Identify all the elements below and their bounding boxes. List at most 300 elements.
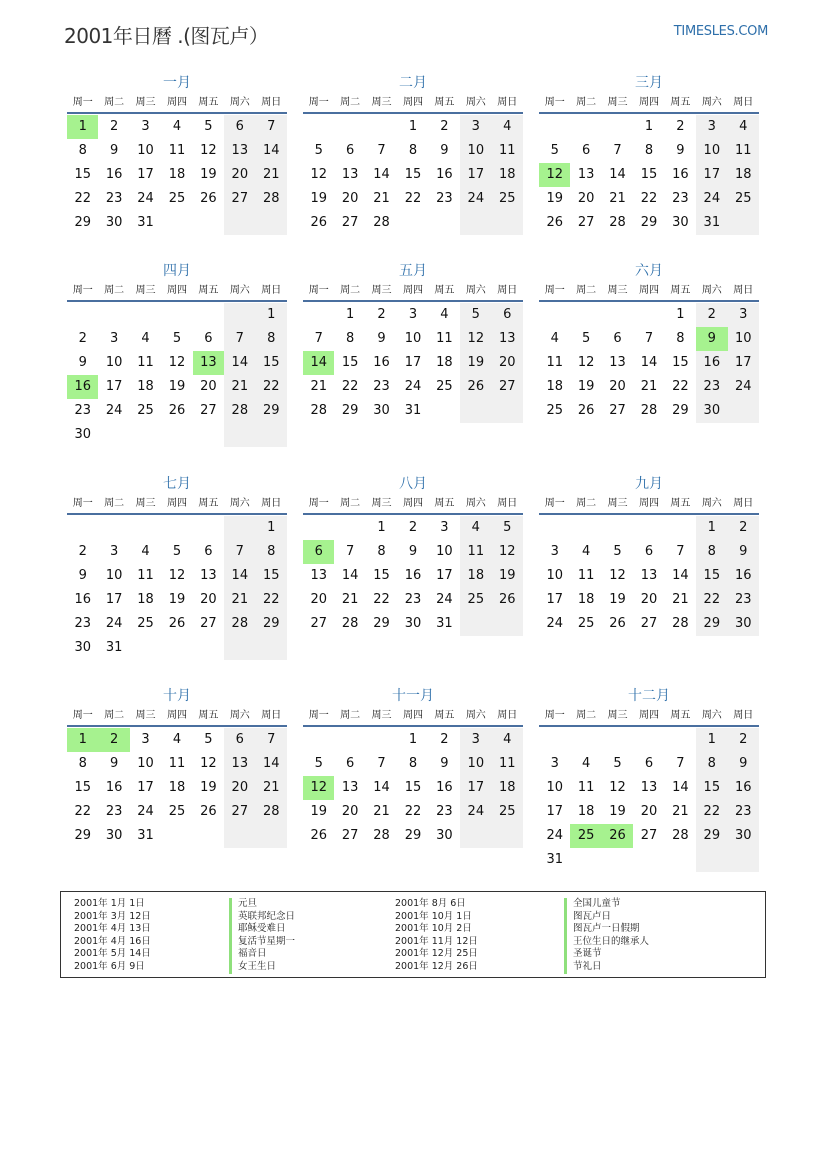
day-cell: 14 <box>640 355 658 370</box>
day-cell: 26 <box>577 403 595 418</box>
day-cell: 22 <box>640 191 658 206</box>
holiday-date: 2001年 12月 25日 <box>395 948 478 960</box>
day-cell: 7 <box>613 143 622 158</box>
day-cell: 20 <box>492 351 523 375</box>
day-cell: 3 <box>141 732 150 747</box>
day-cell: 3 <box>440 520 449 535</box>
holiday-day-cell: 6 <box>303 540 334 564</box>
empty-cell <box>130 423 161 447</box>
day-cell: 19 <box>577 379 595 394</box>
weekday-label: 周日 <box>261 498 282 509</box>
holiday-date: 2001年 6月 9日 <box>74 960 145 972</box>
weekday-label: 周五 <box>434 498 455 509</box>
weekday-label: 周一 <box>544 285 565 296</box>
day-cell: 19 <box>168 379 186 394</box>
weekday-label: 周五 <box>434 97 455 108</box>
day-cell: 3 <box>550 544 559 559</box>
empty-cell <box>492 824 523 848</box>
day-cell: 14 <box>224 564 255 588</box>
day-cell: 2 <box>78 544 87 559</box>
day-cell: 23 <box>728 588 759 612</box>
month-name: 七月 <box>163 476 191 492</box>
empty-cell <box>224 516 255 540</box>
day-cell: 10 <box>137 143 154 158</box>
month-block <box>67 72 287 235</box>
empty-cell <box>161 303 192 327</box>
day-cell: 24 <box>546 616 563 631</box>
day-cell: 18 <box>436 355 453 370</box>
month-name: 一月 <box>163 75 191 91</box>
day-cell: 27 <box>224 800 255 824</box>
holiday-name: 英联邦纪念日 <box>229 911 295 924</box>
day-cell: 28 <box>256 187 287 211</box>
day-cell: 10 <box>546 568 563 583</box>
empty-cell <box>67 303 98 327</box>
day-cell: 29 <box>256 399 287 423</box>
empty-cell <box>67 516 98 540</box>
day-cell: 29 <box>404 828 422 843</box>
empty-cell <box>334 728 365 752</box>
day-cell: 20 <box>200 379 217 394</box>
day-cell: 28 <box>224 399 255 423</box>
day-grid <box>539 303 759 423</box>
weekday-header <box>303 282 523 302</box>
holiday-day-cell: 14 <box>303 351 334 375</box>
empty-cell <box>602 516 633 540</box>
day-cell: 24 <box>546 828 563 843</box>
day-cell: 10 <box>105 568 123 583</box>
empty-cell <box>193 423 224 447</box>
day-cell: 2 <box>377 307 386 322</box>
day-cell: 15 <box>696 564 727 588</box>
day-cell: 1 <box>644 119 654 134</box>
day-cell: 16 <box>696 351 727 375</box>
day-cell: 6 <box>224 728 255 752</box>
day-cell: 4 <box>141 331 150 346</box>
weekday-label: 周二 <box>340 285 361 296</box>
day-cell: 16 <box>672 167 689 182</box>
holiday-name: 全国儿童节 <box>564 898 649 911</box>
weekday-header <box>539 94 759 114</box>
day-cell: 28 <box>373 215 390 230</box>
day-cell: 22 <box>256 588 287 612</box>
day-cell: 5 <box>314 143 323 158</box>
empty-cell <box>728 399 759 423</box>
day-cell: 29 <box>640 215 658 230</box>
weekday-label: 周三 <box>607 710 628 721</box>
day-cell: 5 <box>613 544 622 559</box>
day-cell: 25 <box>546 403 563 418</box>
day-cell: 24 <box>460 800 491 824</box>
weekday-label: 周四 <box>402 97 423 108</box>
day-cell: 20 <box>609 379 626 394</box>
weekday-label: 周六 <box>229 97 250 108</box>
day-cell: 14 <box>341 568 359 583</box>
day-cell: 15 <box>341 355 359 370</box>
weekday-label: 周二 <box>576 710 597 721</box>
holiday-name: 王位生日的继承人 <box>564 936 649 949</box>
day-cell: 1 <box>345 307 355 322</box>
day-cell: 13 <box>224 139 255 163</box>
day-cell: 18 <box>168 167 186 182</box>
day-cell: 28 <box>609 215 626 230</box>
day-cell: 9 <box>109 756 119 771</box>
day-cell: 12 <box>200 143 217 158</box>
weekday-label: 周二 <box>104 498 125 509</box>
day-cell: 26 <box>168 403 186 418</box>
day-grid <box>67 303 287 447</box>
day-cell: 30 <box>74 427 91 442</box>
day-cell: 16 <box>74 592 91 607</box>
weekday-label: 周日 <box>497 285 518 296</box>
empty-cell <box>193 211 224 235</box>
day-cell: 8 <box>256 327 287 351</box>
day-cell: 9 <box>728 752 759 776</box>
day-cell: 27 <box>200 616 217 631</box>
weekday-header <box>67 282 287 302</box>
day-cell: 5 <box>550 143 559 158</box>
weekday-label: 周日 <box>261 710 282 721</box>
day-cell: 11 <box>546 355 563 370</box>
day-cell: 10 <box>546 780 563 795</box>
weekday-label: 周二 <box>104 710 125 721</box>
weekday-label: 周四 <box>402 710 423 721</box>
day-cell: 20 <box>341 191 359 206</box>
day-cell: 29 <box>672 403 689 418</box>
empty-cell <box>161 824 192 848</box>
day-cell: 6 <box>581 143 591 158</box>
empty-cell <box>570 303 601 327</box>
holiday-name: 圣诞节 <box>564 948 649 961</box>
day-cell: 7 <box>345 544 355 559</box>
day-cell: 9 <box>377 331 386 346</box>
day-cell: 18 <box>546 379 563 394</box>
day-cell: 16 <box>728 776 759 800</box>
day-cell: 8 <box>408 143 418 158</box>
month-name: 五月 <box>399 263 427 279</box>
day-cell: 19 <box>546 191 563 206</box>
day-cell: 11 <box>728 139 759 163</box>
month-name: 六月 <box>635 263 663 279</box>
day-cell: 10 <box>404 331 422 346</box>
day-cell: 7 <box>256 728 287 752</box>
day-cell: 21 <box>224 375 255 399</box>
holiday-name: 元旦 <box>229 898 295 911</box>
holiday-date: 2001年 4月 16日 <box>74 935 151 947</box>
day-cell: 5 <box>204 119 213 134</box>
day-cell: 22 <box>696 800 727 824</box>
holiday-date: 2001年 12月 26日 <box>395 960 478 972</box>
empty-cell <box>193 303 224 327</box>
holiday-date: 2001年 8月 6日 <box>395 898 466 909</box>
weekday-label: 周二 <box>340 498 361 509</box>
day-cell: 7 <box>377 756 386 771</box>
month-block <box>303 473 523 636</box>
empty-cell <box>334 115 365 139</box>
day-cell: 21 <box>224 588 255 612</box>
empty-cell <box>602 115 633 139</box>
day-cell: 30 <box>728 824 759 848</box>
day-grid <box>539 115 759 235</box>
day-cell: 19 <box>460 351 491 375</box>
empty-cell <box>539 728 570 752</box>
day-cell: 7 <box>224 327 255 351</box>
day-cell: 17 <box>546 592 563 607</box>
day-cell: 1 <box>408 119 418 134</box>
day-cell: 23 <box>105 804 123 819</box>
day-cell: 29 <box>74 828 91 843</box>
weekday-label: 周四 <box>402 285 423 296</box>
empty-cell <box>130 636 161 660</box>
day-cell: 28 <box>224 612 255 636</box>
day-cell: 26 <box>310 828 327 843</box>
day-cell: 9 <box>676 143 685 158</box>
day-cell: 5 <box>613 756 622 771</box>
day-cell: 21 <box>341 592 359 607</box>
day-grid <box>303 728 523 848</box>
day-cell: 12 <box>168 568 186 583</box>
weekday-label: 周日 <box>497 97 518 108</box>
day-cell: 16 <box>373 355 390 370</box>
day-cell: 9 <box>440 756 449 771</box>
weekday-label: 周五 <box>670 710 691 721</box>
day-cell: 6 <box>204 544 213 559</box>
day-cell: 6 <box>204 331 213 346</box>
day-cell: 28 <box>373 828 390 843</box>
day-cell: 22 <box>672 379 689 394</box>
day-cell: 9 <box>109 143 119 158</box>
empty-cell <box>460 612 491 636</box>
day-cell: 18 <box>168 780 186 795</box>
day-cell: 13 <box>224 752 255 776</box>
day-cell: 11 <box>460 540 491 564</box>
day-cell: 3 <box>728 303 759 327</box>
empty-cell <box>303 516 334 540</box>
day-cell: 12 <box>577 355 595 370</box>
day-cell: 14 <box>373 780 390 795</box>
day-cell: 5 <box>492 516 523 540</box>
day-cell: 11 <box>137 568 154 583</box>
weekday-label: 周六 <box>229 710 250 721</box>
day-cell: 15 <box>256 351 287 375</box>
day-cell: 31 <box>404 403 422 418</box>
day-cell: 10 <box>696 139 727 163</box>
month-block <box>539 72 759 235</box>
day-cell: 13 <box>640 568 658 583</box>
empty-cell <box>161 423 192 447</box>
day-cell: 11 <box>492 139 523 163</box>
day-cell: 2 <box>676 119 685 134</box>
day-cell: 12 <box>200 756 217 771</box>
weekday-label: 周四 <box>166 498 187 509</box>
day-cell: 3 <box>109 331 119 346</box>
weekday-label: 周一 <box>308 710 329 721</box>
weekday-label: 周二 <box>340 97 361 108</box>
weekday-label: 周二 <box>340 710 361 721</box>
holiday-date: 2001年 1月 1日 <box>74 898 145 909</box>
day-cell: 16 <box>105 167 123 182</box>
day-cell: 20 <box>224 163 255 187</box>
holiday-date: 2001年 10月 2日 <box>395 923 472 935</box>
day-cell: 17 <box>728 351 759 375</box>
day-cell: 3 <box>141 119 150 134</box>
day-cell: 8 <box>377 544 386 559</box>
month-name: 四月 <box>163 263 191 279</box>
weekday-label: 周三 <box>607 97 628 108</box>
empty-cell <box>492 399 523 423</box>
empty-cell <box>460 211 491 235</box>
day-cell: 10 <box>105 355 123 370</box>
day-cell: 22 <box>341 379 359 394</box>
day-cell: 12 <box>168 355 186 370</box>
holiday-day-cell: 1 <box>67 115 98 139</box>
day-cell: 24 <box>696 187 727 211</box>
day-cell: 23 <box>436 191 453 206</box>
day-cell: 21 <box>609 191 626 206</box>
day-cell: 21 <box>373 191 390 206</box>
empty-cell <box>460 824 491 848</box>
empty-cell <box>539 115 570 139</box>
day-cell: 15 <box>74 780 91 795</box>
holiday-day-cell: 26 <box>602 824 633 848</box>
empty-cell <box>728 211 759 235</box>
empty-cell <box>633 728 664 752</box>
empty-cell <box>429 211 460 235</box>
day-cell: 18 <box>460 564 491 588</box>
day-cell: 23 <box>404 592 422 607</box>
weekday-label: 周日 <box>261 285 282 296</box>
empty-cell <box>633 303 664 327</box>
weekday-label: 周四 <box>166 710 187 721</box>
weekday-label: 周一 <box>72 97 93 108</box>
day-cell: 19 <box>200 780 217 795</box>
day-cell: 22 <box>404 191 422 206</box>
day-cell: 27 <box>609 403 626 418</box>
day-cell: 30 <box>696 399 727 423</box>
day-grid <box>67 115 287 235</box>
weekday-label: 周三 <box>371 710 392 721</box>
day-cell: 18 <box>492 776 523 800</box>
weekday-label: 周六 <box>229 285 250 296</box>
day-cell: 12 <box>460 327 491 351</box>
day-cell: 29 <box>696 612 727 636</box>
weekday-label: 周一 <box>72 498 93 509</box>
weekday-label: 周五 <box>670 285 691 296</box>
empty-cell <box>224 211 255 235</box>
month-name: 十二月 <box>628 688 670 704</box>
empty-cell <box>303 303 334 327</box>
holiday-day-cell: 12 <box>539 163 570 187</box>
day-cell: 27 <box>492 375 523 399</box>
day-cell: 24 <box>137 191 154 206</box>
day-cell: 8 <box>644 143 654 158</box>
month-name: 二月 <box>399 75 427 91</box>
day-cell: 13 <box>492 327 523 351</box>
day-cell: 4 <box>492 115 523 139</box>
day-cell: 25 <box>168 804 186 819</box>
weekday-label: 周一 <box>72 710 93 721</box>
day-cell: 9 <box>78 355 87 370</box>
weekday-label: 周日 <box>733 97 754 108</box>
weekday-label: 周三 <box>135 97 156 108</box>
day-cell: 29 <box>373 616 390 631</box>
weekday-header <box>539 282 759 302</box>
day-cell: 27 <box>310 616 327 631</box>
day-cell: 14 <box>256 752 287 776</box>
day-cell: 1 <box>696 728 727 752</box>
month-name: 十月 <box>163 688 191 704</box>
empty-cell <box>366 728 397 752</box>
day-cell: 18 <box>577 804 595 819</box>
empty-cell <box>665 848 696 872</box>
weekday-label: 周二 <box>576 285 597 296</box>
weekday-label: 周日 <box>497 710 518 721</box>
month-block <box>539 473 759 636</box>
day-cell: 15 <box>640 167 658 182</box>
day-cell: 23 <box>672 191 689 206</box>
weekday-label: 周日 <box>497 498 518 509</box>
day-cell: 26 <box>546 215 563 230</box>
day-cell: 1 <box>256 303 287 327</box>
holiday-day-cell: 16 <box>67 375 98 399</box>
site-name[interactable]: TIMESLES.COM <box>673 24 768 39</box>
weekday-label: 周六 <box>701 498 722 509</box>
month-block <box>67 685 287 848</box>
day-cell: 30 <box>105 828 123 843</box>
weekday-label: 周二 <box>576 498 597 509</box>
empty-cell <box>193 516 224 540</box>
day-cell: 10 <box>460 752 491 776</box>
holiday-names-left <box>229 898 295 974</box>
day-cell: 7 <box>644 331 654 346</box>
weekday-label: 周五 <box>434 710 455 721</box>
day-cell: 15 <box>696 776 727 800</box>
day-cell: 21 <box>256 776 287 800</box>
day-cell: 4 <box>581 544 591 559</box>
weekday-label: 周日 <box>733 285 754 296</box>
day-cell: 4 <box>492 728 523 752</box>
day-cell: 30 <box>728 612 759 636</box>
month-block <box>303 72 523 235</box>
weekday-label: 周二 <box>104 97 125 108</box>
day-cell: 15 <box>74 167 91 182</box>
day-cell: 16 <box>436 167 453 182</box>
day-cell: 17 <box>546 804 563 819</box>
empty-cell <box>193 824 224 848</box>
day-cell: 16 <box>436 780 453 795</box>
holiday-name: 节礼日 <box>564 961 649 974</box>
weekday-label: 周四 <box>638 498 659 509</box>
day-cell: 1 <box>377 520 386 535</box>
day-cell: 23 <box>105 191 123 206</box>
day-cell: 18 <box>492 163 523 187</box>
day-cell: 28 <box>672 828 689 843</box>
day-cell: 23 <box>74 403 91 418</box>
holiday-name: 耶稣受难日 <box>229 923 295 936</box>
day-cell: 12 <box>310 167 327 182</box>
empty-cell <box>492 612 523 636</box>
day-cell: 5 <box>204 732 213 747</box>
weekday-label: 周三 <box>371 285 392 296</box>
day-grid <box>67 728 287 848</box>
day-cell: 8 <box>696 540 727 564</box>
day-cell: 1 <box>696 516 727 540</box>
day-cell: 21 <box>672 804 689 819</box>
day-cell: 7 <box>377 143 386 158</box>
empty-cell <box>633 848 664 872</box>
weekday-header <box>303 94 523 114</box>
day-cell: 25 <box>577 616 595 631</box>
